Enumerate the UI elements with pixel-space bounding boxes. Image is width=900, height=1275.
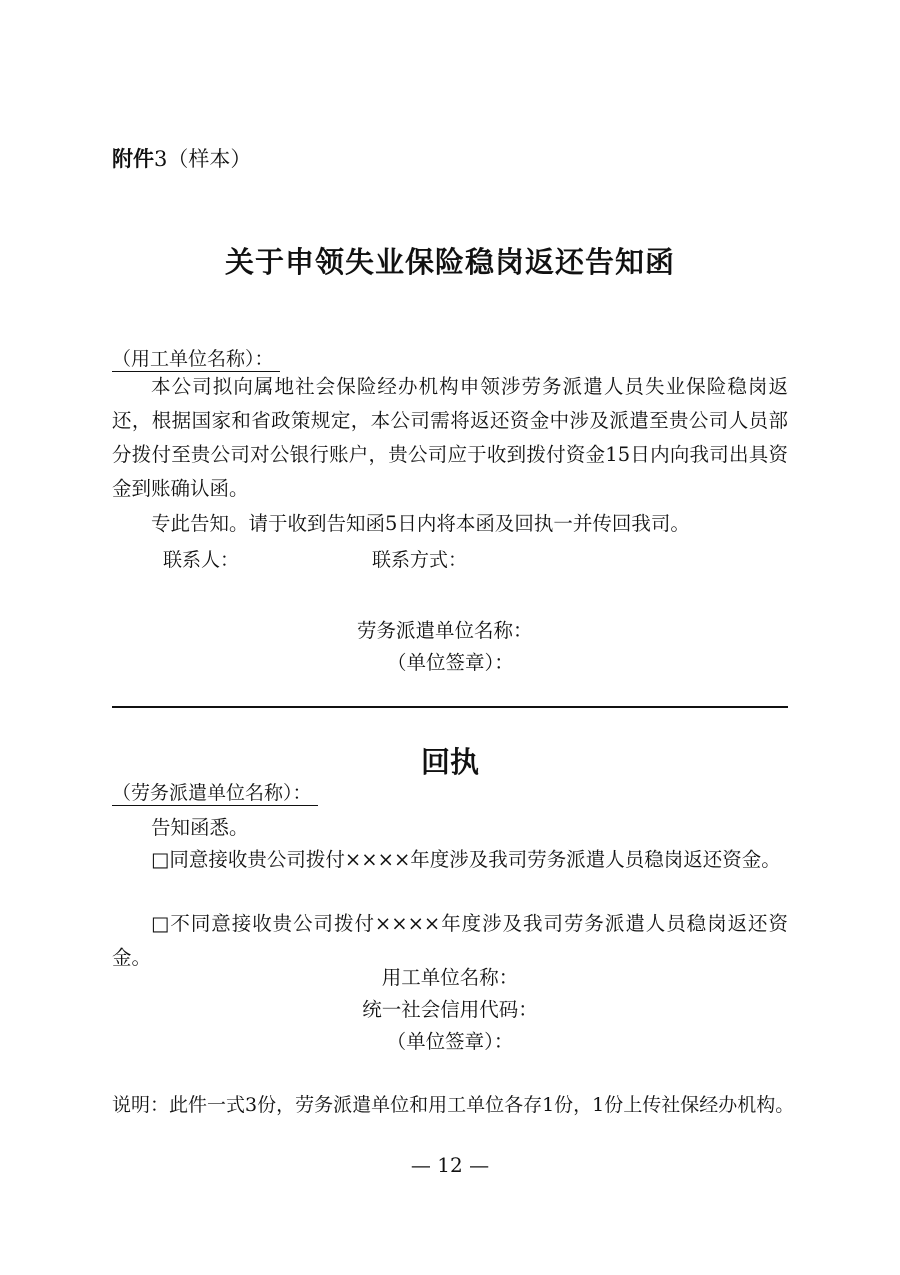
sender-seal-label: （单位签章）： xyxy=(387,651,514,674)
notice-title: 关于申领失业保险稳岗返还告知函 xyxy=(224,245,675,279)
receipt-option-disagree: □不同意接收贵公司拨付××××年度涉及我司劳务派遣人员稳岗返还资金。 xyxy=(112,912,788,969)
contact-method-label: 联系方式： xyxy=(372,549,468,571)
notice-paragraph-2: 专此告知。请于收到告知函5日内将本函及回执一并传回我司。 xyxy=(151,512,690,535)
sender-name-label: 劳务派遣单位名称： xyxy=(357,619,533,642)
footer-note: 说明：此件一式3份，劳务派遣单位和用工单位各存1份，1份上传社保经办机构。 xyxy=(112,1094,795,1116)
page-number: — 12 — xyxy=(410,1153,490,1177)
attachment-label xyxy=(112,143,251,173)
attachment-rest: 3（样本） xyxy=(154,147,252,171)
receipt-title: 回执 xyxy=(420,745,479,779)
receipt-option-agree: □同意接收贵公司拨付××××年度涉及我司劳务派遣人员稳岗返还资金。 xyxy=(151,848,781,871)
employer-name-label: 用工单位名称： xyxy=(381,966,519,989)
receipt-addressee: （劳务派遣单位名称）： xyxy=(112,781,318,806)
section-divider xyxy=(112,706,788,708)
receipt-acknowledge: 告知函悉。 xyxy=(151,816,249,839)
employer-seal-label: （单位签章）： xyxy=(386,1030,514,1053)
contact-person-label: 联系人： xyxy=(163,549,240,571)
notice-paragraph-1: 本公司拟向属地社会保险经办机构申领涉劳务派遣人员失业保险稳岗返还，根据国家和省政策规定，本公司需将返还资金中涉及派遣至贵公司人员部分拨付至贵公司对公银行账户，贵公司应于收到拨付资金15日内向我司出具资金到账确认函。 xyxy=(112,375,788,500)
attachment-bold: 附件 xyxy=(112,147,154,171)
credit-code-label: 统一社会信用代码： xyxy=(362,998,538,1021)
notice-addressee: （用工单位名称）： xyxy=(112,347,280,372)
